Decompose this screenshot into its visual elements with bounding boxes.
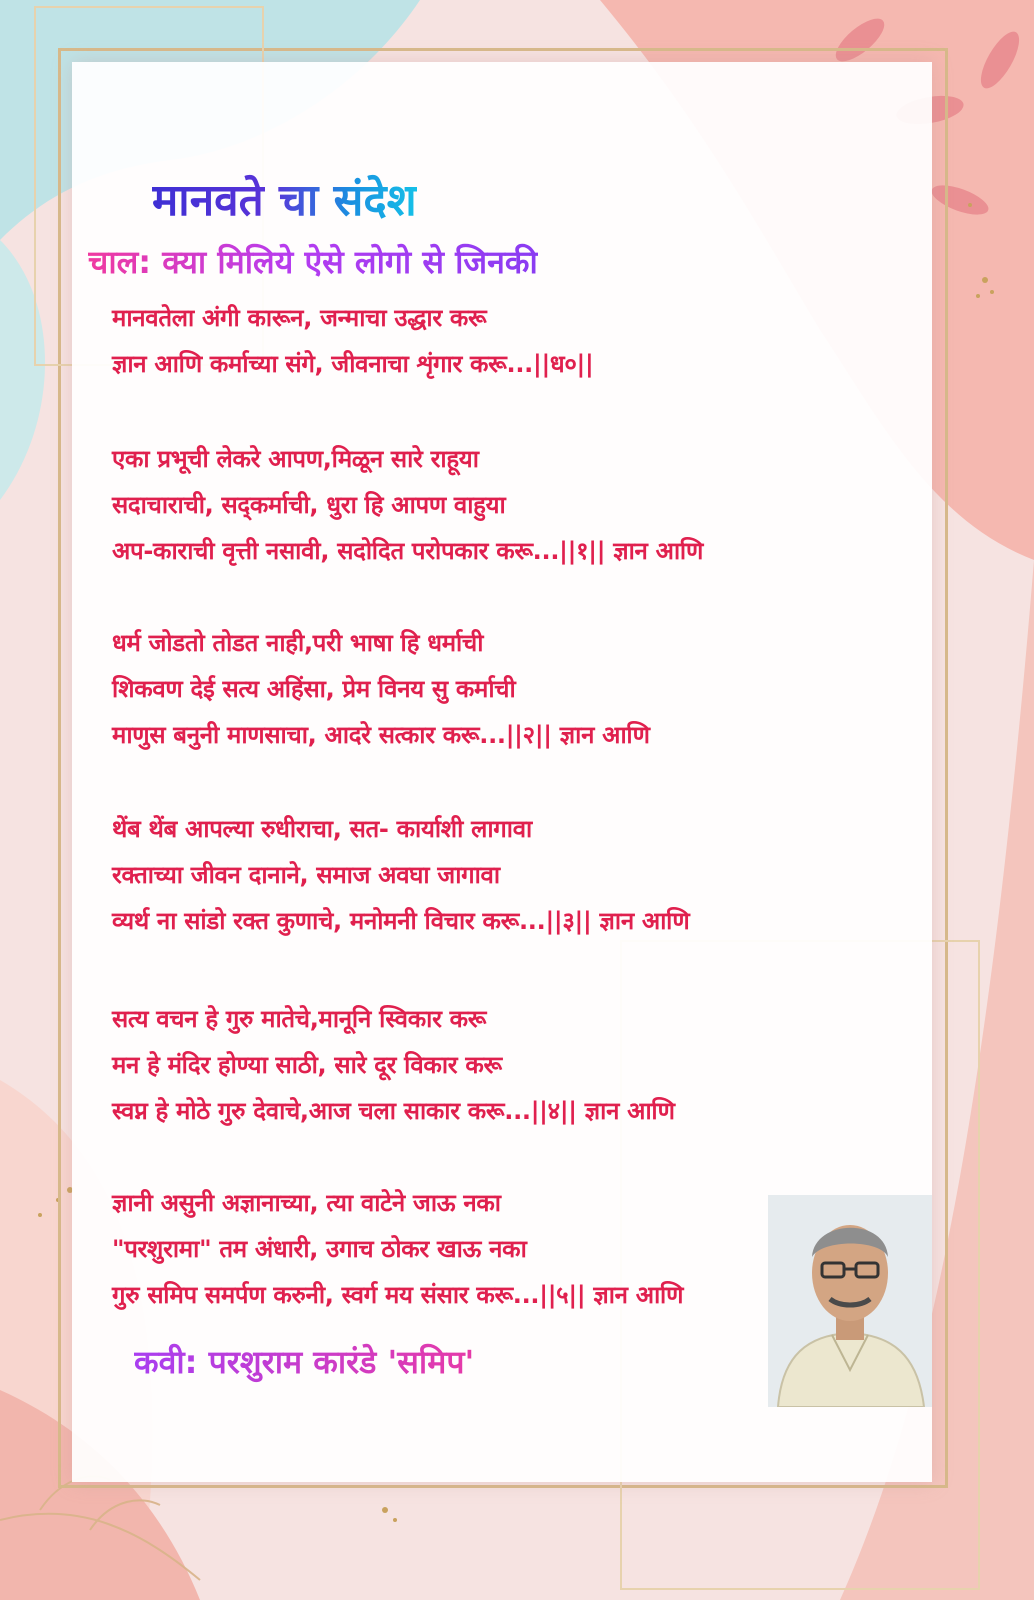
verse-line: मन हे मंदिर होण्या साठी, सारे दूर विकार करू <box>112 1051 502 1079</box>
stanza-2 <box>112 620 650 758</box>
verse-line: सत्य वचन हे गुरु मातेचे,मानूनि स्विकार करू <box>112 1005 487 1033</box>
verse-line: ज्ञान आणि कर्माच्या संगे, जीवनाचा शृंगार करू...||ध०|| <box>112 350 594 378</box>
stanza-3 <box>112 806 689 944</box>
stanza-chorus <box>112 295 593 387</box>
tune-line: चाल: क्या मिलिये ऐसे लोगो से जिनकी <box>88 240 538 283</box>
verse-line: सदाचाराची, सद्कर्माची, धुरा हि आपण वाहुया <box>112 491 506 519</box>
verse-line: अप-काराची वृत्ती नसावी, सदोदित परोपकार करू...||१|| ज्ञान आणि <box>112 537 704 565</box>
verse-line: व्यर्थ ना सांडो रक्त कुणाचे, मनोमनी विचार करू...||३|| ज्ञान आणि <box>112 907 690 935</box>
verse-line: मानवतेला अंगी कारून, जन्माचा उद्धार करू <box>112 304 487 332</box>
poet-credit: कवी: परशुराम कारंडे 'समिप' <box>134 1340 474 1383</box>
verse-line: शिकवण देई सत्य अहिंसा, प्रेम विनय सु कर्माची <box>112 675 516 703</box>
stanza-5 <box>112 1180 683 1318</box>
verse-line: रक्ताच्या जीवन दानाने, समाज अवघा जागावा <box>112 861 500 889</box>
verse-line: गुरु समिप समर्पण करुनी, स्वर्ग मय संसार करू...||५|| ज्ञान आणि <box>112 1281 684 1309</box>
stanza-4 <box>112 996 675 1134</box>
stanza-1 <box>112 436 703 574</box>
verse-line: माणुस बनुनी माणसाचा, आदरे सत्कार करू...||२|| ज्ञान आणि <box>112 721 650 749</box>
poem-title: मानवते चा संदेश <box>152 168 417 228</box>
verse-line: स्वप्न हे मोठे गुरु देवाचे,आज चला साकार करू...||४|| ज्ञान आणि <box>112 1097 675 1125</box>
verse-line: एका प्रभूची लेकरे आपण,मिळून सारे राहूया <box>112 445 479 473</box>
verse-line: धर्म जोडतो तोडत नाही,परी भाषा हि धर्माची <box>112 629 484 657</box>
verse-line: ज्ञानी असुनी अज्ञानाच्या, त्या वाटेने जाऊ नका <box>112 1189 501 1217</box>
verse-line: "परशुरामा" तम अंधारी, उगाच ठोकर खाऊ नका <box>112 1235 527 1263</box>
poet-portrait-icon <box>768 1195 932 1407</box>
verse-line: थेंब थेंब आपल्या रुधीराचा, सत- कार्याशी लागावा <box>112 815 532 843</box>
